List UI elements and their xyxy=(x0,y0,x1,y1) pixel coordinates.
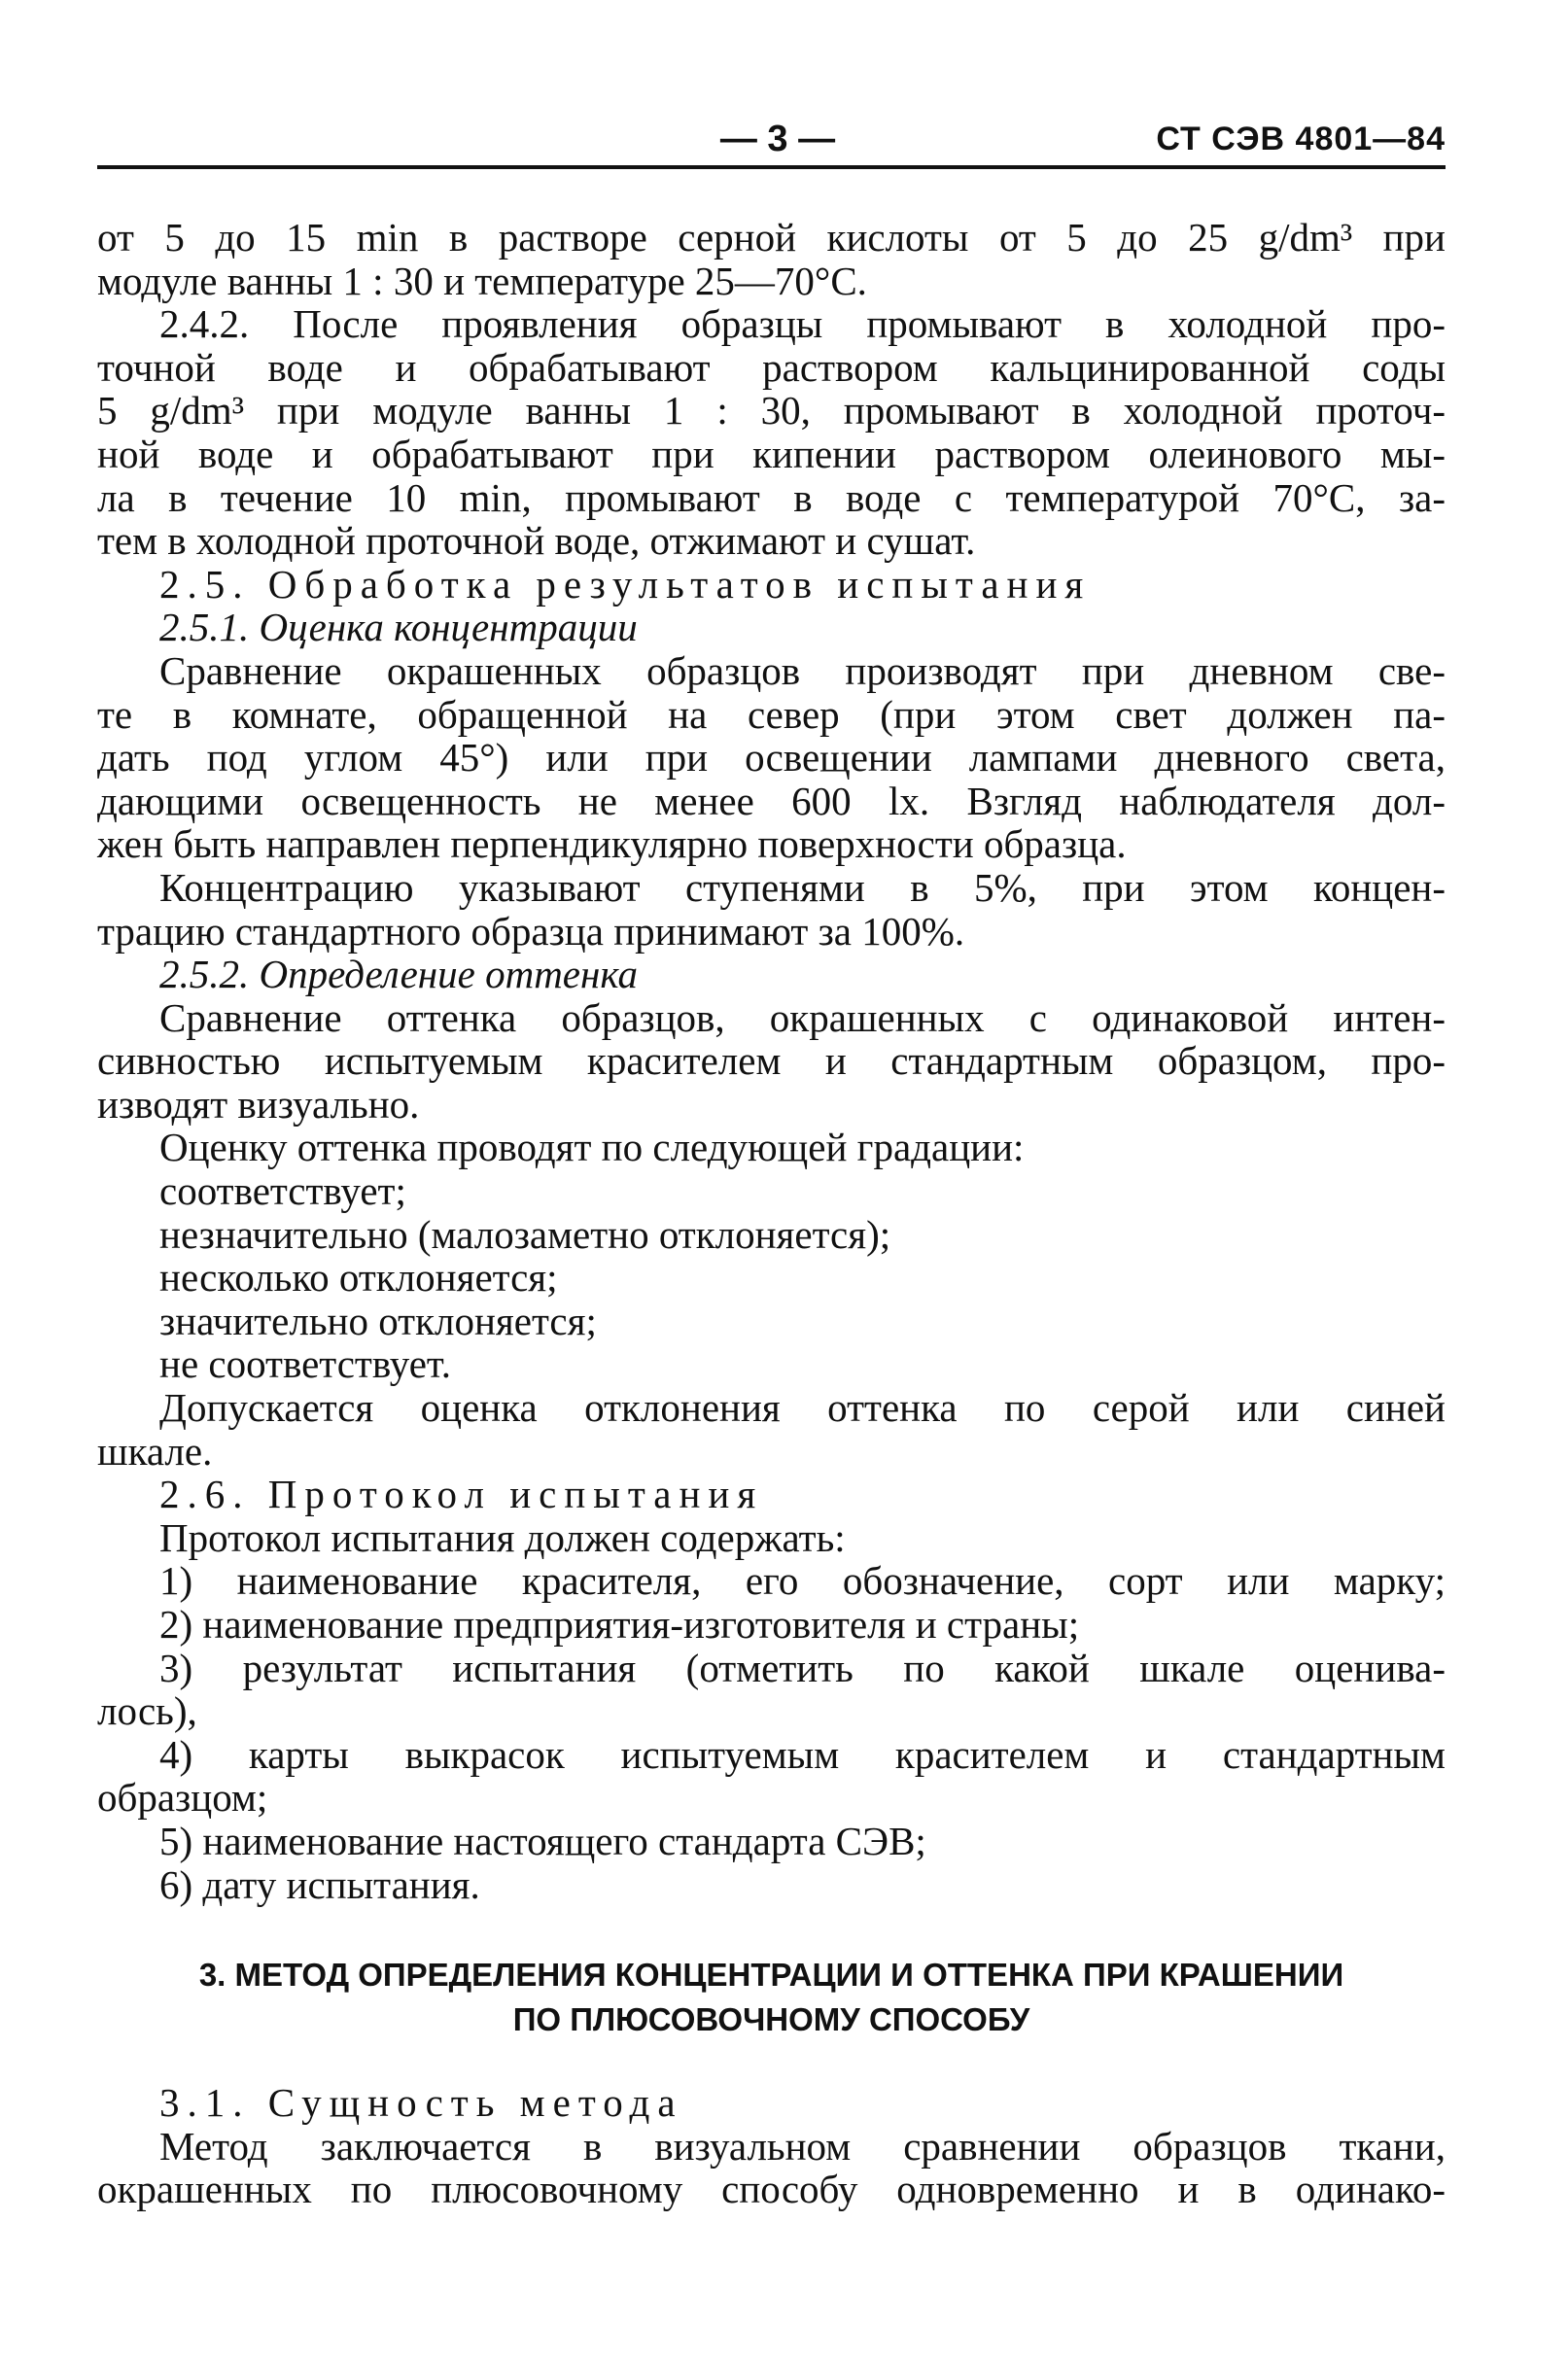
text-line: ла в течение 10 min, промывают в воде с температурой 70°С, за- xyxy=(97,474,1446,520)
text-line: Метод заключается в визуальном сравнении образцов ткани, xyxy=(159,2123,1446,2169)
text-line: Сравнение оттенка образцов, окрашенных с одинаковой интен- xyxy=(159,994,1446,1040)
list-item: не соответствует. xyxy=(159,1341,452,1387)
list-item: 1) наименование красителя, его обозначение, сорт или марку; xyxy=(159,1558,1446,1604)
subsection-heading: 2.6. Протокол испытания xyxy=(159,1472,764,1517)
text-line: образцом; xyxy=(97,1775,268,1821)
text-line: от 5 до 15 min в растворе серной кислоты от 5 до 25 g/dm³ при xyxy=(97,215,1446,260)
list-item: значительно отклоняется; xyxy=(159,1298,597,1343)
subsection-heading: 3.1. Сущность метода xyxy=(159,2080,683,2126)
text-line: модуле ванны 1 : 30 и температуре 25—70°С. xyxy=(97,258,867,303)
text-line: Протокол испытания должен содержать: xyxy=(159,1514,846,1560)
text-line: жен быть направлен перпендикулярно поверхности образца. xyxy=(97,821,1127,867)
text-line: Оценку оттенка проводят по следующей градации: xyxy=(159,1125,1025,1170)
text-line: сивностью испытуемым красителем и стандартным образцом, про- xyxy=(97,1038,1446,1084)
text-line: ной воде и обрабатывают при кипении раствором олеинового мы- xyxy=(97,431,1446,476)
body-text xyxy=(97,216,1446,2211)
list-item: 5) наименование настоящего стандарта СЭВ; xyxy=(159,1818,926,1863)
spacer xyxy=(97,2042,1446,2081)
header-rule xyxy=(97,165,1446,169)
text-line: 2.4.2. После проявления образцы промывают в холодной про- xyxy=(159,301,1446,347)
text-line: те в комнате, обращенной на север (при этом свет должен па- xyxy=(97,691,1446,737)
list-item: несколько отклоняется; xyxy=(159,1255,558,1301)
spacer xyxy=(97,1906,1446,1953)
subsection-heading: 2.5. Обработка результатов испытания xyxy=(159,561,1092,607)
subsection-heading: 2.5.2. Определение оттенка xyxy=(159,952,638,997)
text-line: лось), xyxy=(97,1688,197,1734)
page-header xyxy=(97,115,1446,163)
list-item: 2) наименование предприятия-изготовителя и страны; xyxy=(159,1602,1080,1647)
text-line: точной воде и обрабатывают раствором кальцинированной соды xyxy=(97,344,1446,390)
text-line: 5 g/dm³ при модуле ванны 1 : 30, промывают в холодной проточ- xyxy=(97,388,1446,434)
page-number: — 3 — xyxy=(719,119,836,159)
text-line: шкале. xyxy=(97,1428,213,1474)
list-item: соответствует; xyxy=(159,1168,406,1214)
text-line: Допускается оценка отклонения оттенка по серой или синей xyxy=(159,1385,1446,1431)
subsection-heading: 2.5.1. Оценка концентрации xyxy=(159,605,638,650)
text-line: Сравнение окрашенных образцов производят при дневном све- xyxy=(159,647,1446,693)
text-line: окрашенных по плюсовочному способу одновременно и в одинако- xyxy=(97,2167,1446,2212)
list-item: 4) карты выкрасок испытуемым красителем и стандартным xyxy=(159,1731,1446,1777)
list-item: незначительно (малозаметно отклоняется); xyxy=(159,1211,891,1257)
text-line: Концентрацию указывают ступенями в 5%, при этом концен- xyxy=(159,864,1446,910)
text-line: трацию стандартного образца принимают за 100%. xyxy=(97,908,965,954)
list-item: 3) результат испытания (отметить по какой шкале оценива- xyxy=(159,1645,1446,1690)
text-line: дающими освещенность не менее 600 lx. Взгляд наблюдателя дол- xyxy=(97,778,1446,823)
text-line: тем в холодной проточной воде, отжимают и сушат. xyxy=(97,518,976,564)
section-title: 3. МЕТОД ОПРЕДЕЛЕНИЯ КОНЦЕНТРАЦИИ И ОТТЕНКА ПРИ КРАШЕНИИ xyxy=(198,1957,1344,1994)
list-item: 6) дату испытания. xyxy=(159,1861,480,1907)
text-line: дать под углом 45°) или при освещении лампами дневного света, xyxy=(97,735,1446,781)
section-title: ПО ПЛЮСОВОЧНОМУ СПОСОБУ xyxy=(512,2001,1030,2038)
text-line: изводят визуально. xyxy=(97,1081,420,1127)
standard-code: СТ СЭВ 4801—84 xyxy=(1156,121,1446,157)
